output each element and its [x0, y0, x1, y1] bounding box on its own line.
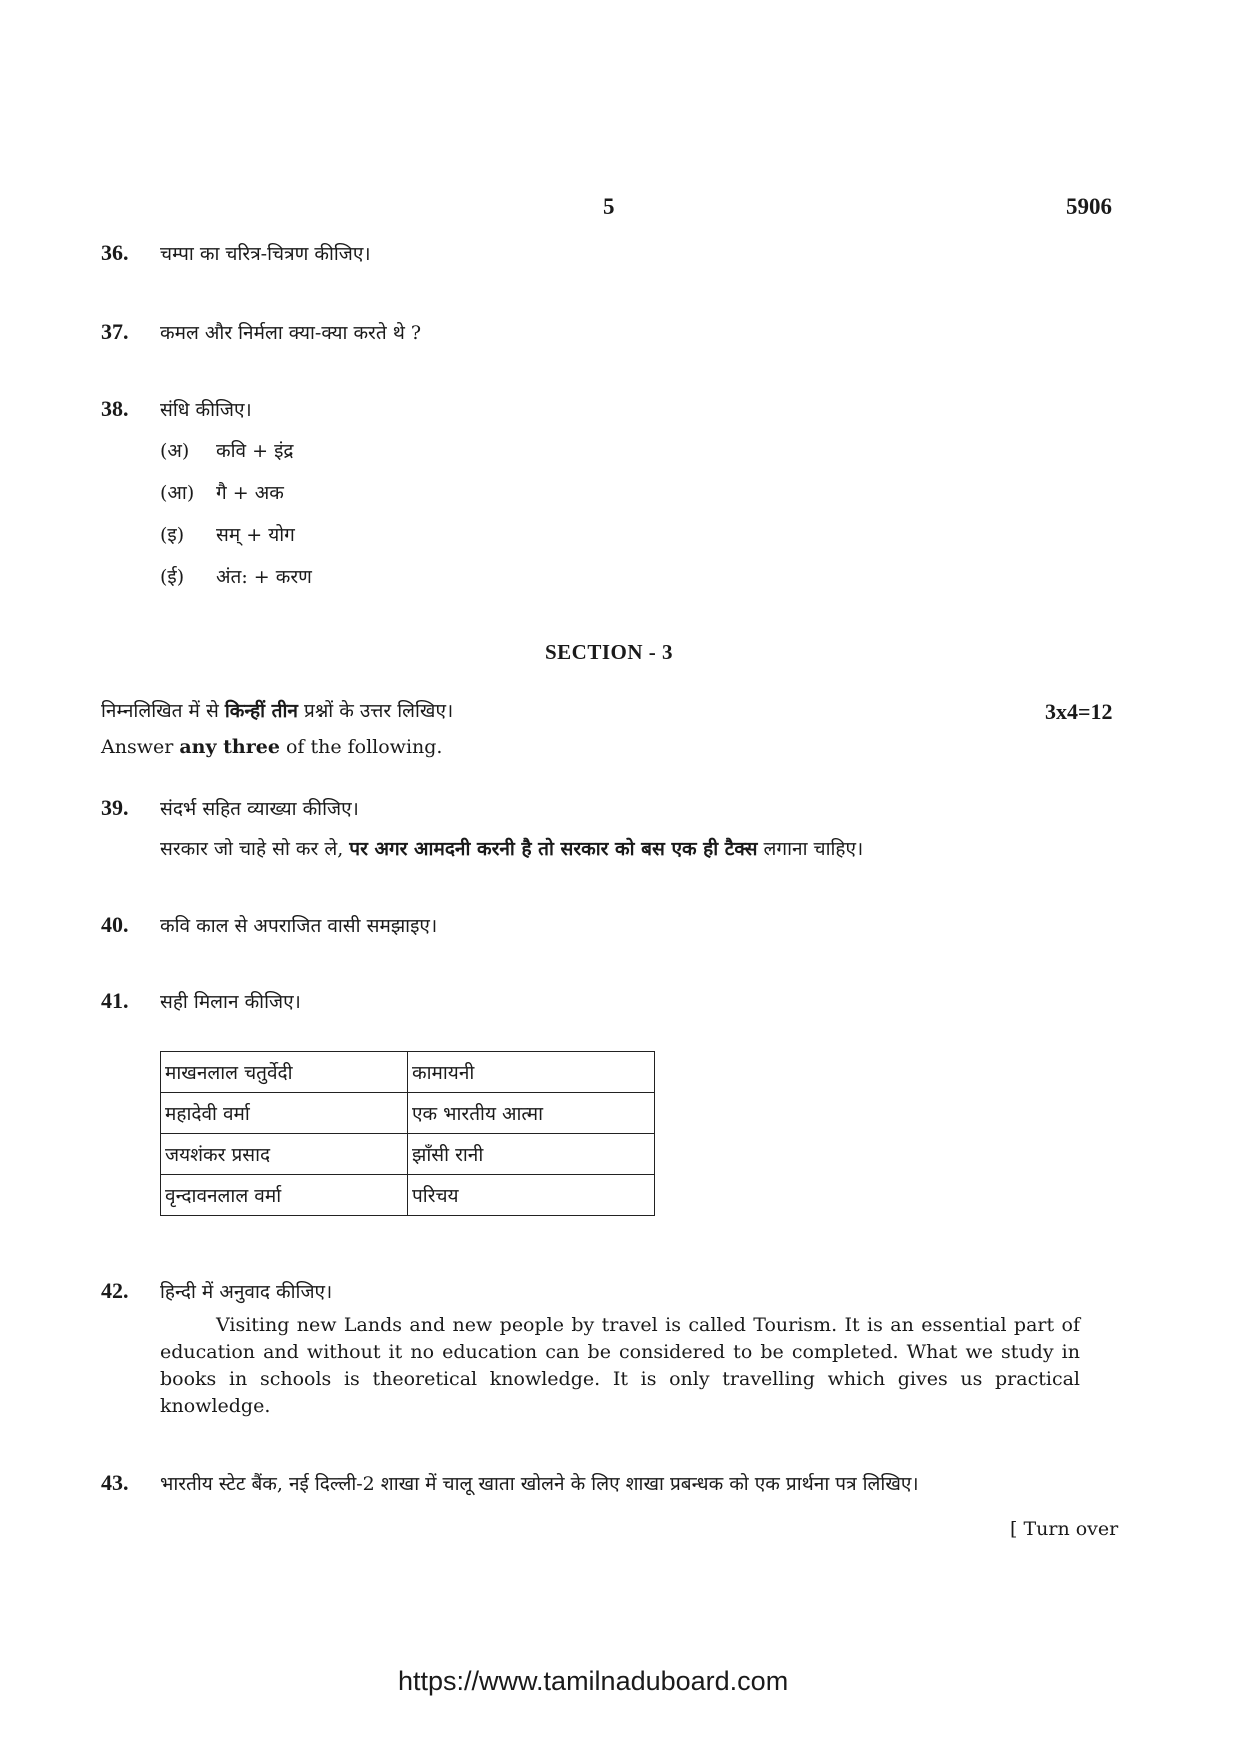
option-text: सम् + योग: [216, 524, 295, 546]
question-number-37: 37.: [101, 319, 129, 344]
section-instruction-english: [101, 736, 442, 758]
table-row: [161, 1134, 655, 1175]
table-cell: वृन्दावनलाल वर्मा: [161, 1175, 408, 1216]
question-42-text: हिन्दी में अनुवाद कीजिए।: [160, 1281, 333, 1303]
table-cell: परिचय: [408, 1175, 655, 1216]
table-cell: जयशंकर प्रसाद: [161, 1134, 408, 1175]
quote-part-3: लगाना चाहिए।: [757, 838, 864, 860]
question-37-text: कमल और निर्मला क्या-क्या करते थे ?: [160, 322, 422, 344]
option-text: अंत: + करण: [216, 566, 312, 588]
table-row: [161, 1052, 655, 1093]
option-ii: [160, 563, 312, 589]
option-label: (ई): [160, 566, 185, 588]
question-number-41: 41.: [101, 988, 129, 1013]
question-number-38: 38.: [101, 396, 129, 421]
option-label: (अ): [160, 440, 190, 462]
question-number-43: 43.: [101, 1470, 129, 1495]
translation-passage: Visiting new Lands and new people by travel is called Tourism. It is an essential part of education and without it no education can be considered to be completed. What we study in books in schools is theoretical knowledge. It is only travelling which gives us practical knowledge.: [160, 1314, 1080, 1417]
question-43-text: भारतीय स्टेट बैंक, नई दिल्ली-2 शाखा में चालू खाता खोलने के लिए शाखा प्रबन्धक को एक प्रार्थना पत्र लिखिए।: [160, 1473, 919, 1495]
question-41-text: सही मिलान कीजिए।: [160, 991, 301, 1013]
question-36-text: चम्पा का चरित्र-चित्रण कीजिए।: [160, 243, 371, 265]
section-instruction-hindi: [101, 697, 453, 723]
instruction-english-post: of the following.: [279, 736, 443, 758]
option-text: गै + अक: [216, 482, 284, 504]
match-table: [160, 1051, 655, 1216]
instruction-hindi-post: प्रश्नों के उत्तर लिखिए।: [297, 700, 454, 722]
option-label: (इ): [160, 524, 185, 546]
question-number-40: 40.: [101, 912, 129, 937]
footer-url[interactable]: https://www.tamilnaduboard.com: [398, 1666, 789, 1696]
table-cell: एक भारतीय आत्मा: [408, 1093, 655, 1134]
section-title: SECTION - 3: [545, 640, 674, 664]
instruction-english-pre: Answer: [101, 736, 180, 758]
page-number: 5: [603, 194, 615, 219]
paper-code: 5906: [1066, 194, 1112, 219]
option-text: कवि + इंद्र: [216, 440, 294, 462]
instruction-hindi-pre: निम्नलिखित में से: [101, 700, 225, 722]
section-marks: 3x4=12: [1045, 699, 1113, 724]
option-label: (आ): [160, 482, 195, 504]
question-39-quote: [160, 835, 863, 861]
table-row: [161, 1175, 655, 1216]
table-cell: कामायनी: [408, 1052, 655, 1093]
option-i: [160, 521, 295, 547]
question-39-text: संदर्भ सहित व्याख्या कीजिए।: [160, 798, 359, 820]
instruction-english-bold: any three: [179, 736, 280, 758]
table-cell: झाँसी रानी: [408, 1134, 655, 1175]
table-cell: महादेवी वर्मा: [161, 1093, 408, 1134]
instruction-hindi-bold: किन्हीं तीन: [224, 700, 298, 722]
question-number-39: 39.: [101, 795, 129, 820]
turn-over-note: [ Turn over: [1010, 1518, 1119, 1540]
quote-part-1: सरकार जो चाहे सो कर ले,: [160, 838, 350, 860]
table-row: [161, 1093, 655, 1134]
option-aa: [160, 479, 284, 505]
option-a: [160, 437, 294, 463]
quote-part-bold: पर अगर आमदनी करनी है तो सरकार को बस एक ही टैक्स: [349, 838, 758, 860]
question-40-text: कवि काल से अपराजित वासी समझाइए।: [160, 915, 438, 937]
question-number-36: 36.: [101, 240, 129, 265]
question-number-42: 42.: [101, 1278, 129, 1303]
table-cell: माखनलाल चतुर्वेदी: [161, 1052, 408, 1093]
question-38-text: संधि कीजिए।: [160, 399, 252, 421]
